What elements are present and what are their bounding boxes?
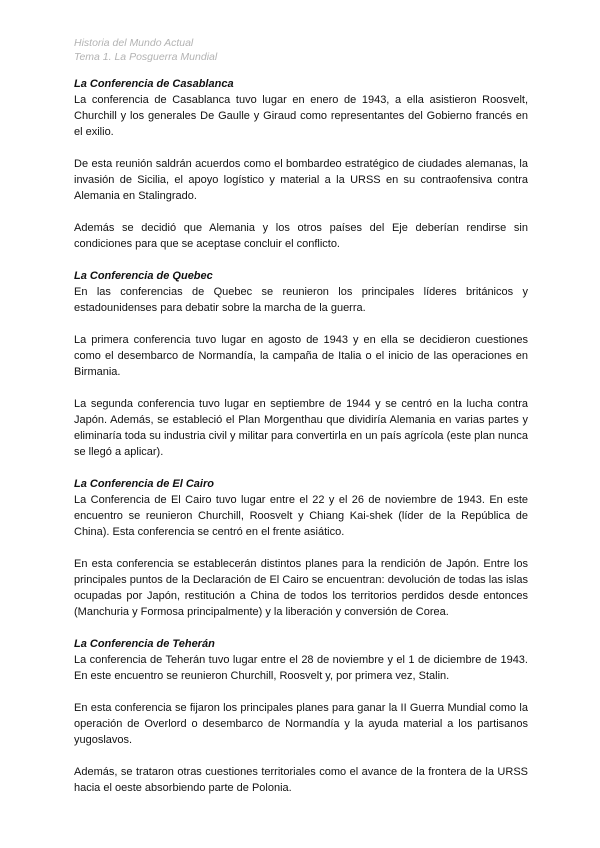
section-quebec — [74, 268, 528, 460]
section-casablanca — [74, 76, 528, 252]
paragraph: En las conferencias de Quebec se reunieron los principales líderes británicos y estadounidenses para debatir sobre la marcha de la guerra. — [74, 286, 528, 314]
header-course-title: Historia del Mundo Actual — [74, 37, 194, 49]
header-topic-title: Tema 1. La Posguerra Mundial — [74, 51, 218, 63]
paragraph: La conferencia de Teherán tuvo lugar entre el 28 de noviembre y el 1 de diciembre de 1943. En este encuentro se reunieron Churchill, Roosvelt y, por primera vez, Stalin. — [74, 654, 528, 682]
section-title: La Conferencia de Teherán — [74, 638, 215, 650]
paragraph: En esta conferencia se fijaron los principales planes para ganar la II Guerra Mundial como la operación de Overlord o desembarco de Normandía y la ayuda material a los partisanos yugoslavos. — [74, 702, 528, 746]
paragraph: De esta reunión saldrán acuerdos como el bombardeo estratégico de ciudades alemanas, la invasión de Sicilia, el apoyo logístico y material a la URSS en su contraofensiva contra Alemania en Stalingrado. — [74, 158, 528, 202]
paragraph: Además, se trataron otras cuestiones territoriales como el avance de la frontera de la URSS hacia el oeste absorbiendo parte de Polonia. — [74, 766, 528, 794]
paragraph: Además se decidió que Alemania y los otros países del Eje deberían rendirse sin condiciones para que se aceptase concluir el conflicto. — [74, 222, 528, 250]
section-teheran — [74, 636, 528, 796]
section-title: La Conferencia de Quebec — [74, 270, 213, 282]
document-page — [74, 36, 528, 812]
paragraph: En esta conferencia se establecerán distintos planes para la rendición de Japón. Entre los principales puntos de la Declaración de El Cairo se encuentran: devolución de todas las islas ocupadas por Japón, restitución a China de todos los territorios perdidos desde entonces (Manchuria y Formosa principalmente) y la liberación y conversión de Corea. — [74, 558, 528, 618]
section-el-cairo — [74, 476, 528, 620]
running-header — [74, 36, 528, 64]
paragraph: La primera conferencia tuvo lugar en agosto de 1943 y en ella se decidieron cuestiones como el desembarco de Normandía, la campaña de Italia o el inicio de las operaciones en Birmania. — [74, 334, 528, 378]
paragraph: La Conferencia de El Cairo tuvo lugar entre el 22 y el 26 de noviembre de 1943. En este encuentro se reunieron Churchill, Roosvelt y Chiang Kai-shek (líder de la República de China). Esta conferencia se centró en el frente asiático. — [74, 494, 528, 538]
section-title: La Conferencia de El Cairo — [74, 478, 214, 490]
paragraph: La segunda conferencia tuvo lugar en septiembre de 1944 y se centró en la lucha contra Japón. Además, se estableció el Plan Morgenthau que dividiría Alemania en varias partes y eliminaría toda su industria civil y militar para convertirla en un país agrícola (este plan nunca se llegó a aplicar). — [74, 398, 528, 458]
section-title: La Conferencia de Casablanca — [74, 78, 234, 90]
paragraph: La conferencia de Casablanca tuvo lugar en enero de 1943, a ella asistieron Roosvelt, Churchill y los generales De Gaulle y Giraud como representantes del Gobierno francés en el exilio. — [74, 94, 528, 138]
